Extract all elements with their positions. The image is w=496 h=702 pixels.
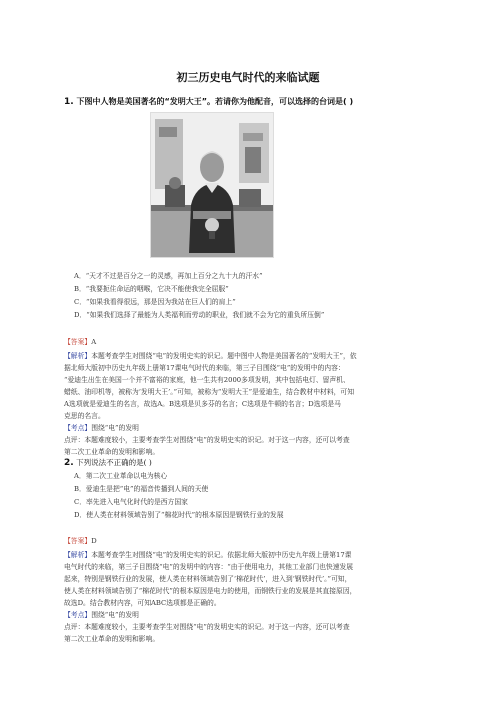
q1-analysis-text-1: 本题考查学生对围绕“电”的发明史实的识记。题中图中人物是美国著名的“发明大王”，依 bbox=[91, 352, 357, 360]
q1-analysis-line-6: 克思的名言。 bbox=[64, 412, 105, 420]
q1-answer-tag: 【答案】 bbox=[64, 338, 92, 346]
q2-option-d: D．使人类在材料领域告别了“棉花时代”的根本原因是钢铁行业的发展 bbox=[74, 511, 284, 519]
q2-answer-value: D bbox=[91, 537, 97, 545]
q1-analysis-line-4: 蜡纸、油印机等，被称为‘发明大王’。”可知，被称为“发明大王”是爱迪生，结合教材中材料，可知 bbox=[64, 388, 355, 396]
q2-review-line-2: 第二次工业革命的发明和影响。 bbox=[64, 635, 160, 643]
q1-analysis-line-3: “爱迪生出生在美国一个并不富裕的家庭，他一生共有2000多项发明，其中包括电灯、留声机、 bbox=[64, 376, 350, 384]
q1-option-d: D．“如果我们选择了最能为人类福利而劳动的职业，我们就不会为它的重负所压倒” bbox=[74, 311, 325, 319]
q2-review-line-1: 点评：本题难度较小，主要考查学生对围绕“电”的发明史实的识记。对于这一内容，还可以考查 bbox=[64, 623, 350, 631]
edison-photo bbox=[150, 112, 274, 258]
q2-stem-text: 下列说法不正确的是( ) bbox=[76, 458, 152, 467]
q2-point bbox=[64, 609, 139, 619]
q1-stem-text: 下图中人物是美国著名的“发明大王”。若请你为他配音，可以选择的台词是( ) bbox=[76, 97, 354, 106]
q1-point-text: 围绕“电”的发明 bbox=[91, 424, 139, 432]
q2-analysis-line-5: 故选D。结合教材内容，可知ABC选项都是正确的。 bbox=[64, 599, 221, 607]
q1-option-c: C．“如果我看得很远，那是因为我站在巨人们的肩上” bbox=[74, 298, 236, 306]
q2-analysis-line-3: 起来，特别是钢铁行业的发展，使人类在材料领域告别了‘棉花时代’，进入到‘钢铁时代’。”可知， bbox=[64, 575, 352, 583]
q2-option-c: C．率先进入电气化时代的是西方国家 bbox=[74, 498, 188, 506]
q1-analysis-tag: 【解析】 bbox=[64, 352, 92, 360]
q1-option-b: B．“我要扼住命运的咽喉，它决不能使我完全屈服” bbox=[74, 285, 229, 293]
q2-answer bbox=[64, 535, 97, 545]
q2-point-tag: 【考点】 bbox=[64, 611, 92, 619]
q1-answer-value: A bbox=[91, 338, 97, 346]
q2-answer-tag: 【答案】 bbox=[64, 537, 92, 545]
q1-review-line-1: 点评：本题难度较小，主要考查学生对围绕“电”的发明史实的识记。对于这一内容，还可以考查 bbox=[64, 436, 350, 444]
q2-analysis-line-2: 电气时代的来临，第三子目围绕“电”的发明中的内容：“由于使用电力，其他工业部门也快速发展 bbox=[64, 563, 354, 571]
q1-stem bbox=[64, 96, 444, 107]
q2-point-text: 围绕“电”的发明 bbox=[91, 611, 139, 619]
document-title: 初三历史电气时代的来临试题 bbox=[176, 71, 320, 84]
q1-analysis-line-2: 据北师大版初中历史九年级上册第17课电气时代的来临，第三子目围绕“电”的发明中的内容： bbox=[64, 364, 345, 372]
q1-review-line-2: 第二次工业革命的发明和影响。 bbox=[64, 448, 160, 456]
q1-answer bbox=[64, 336, 96, 346]
q2-analysis-text-1: 本题考查学生对围绕“电”的发明史实的识记。依据北师大版初中历史九年级上册第17课 bbox=[91, 551, 352, 559]
q2-stem bbox=[64, 457, 152, 468]
q1-point bbox=[64, 422, 139, 432]
q2-analysis-line-4: 使人类在材料领域告别了“棉花时代”的根本原因是电力的使用，而钢铁行业的发展是其直接原因， bbox=[64, 587, 357, 595]
q1-point-tag: 【考点】 bbox=[64, 424, 92, 432]
edison-portrait-image bbox=[151, 113, 273, 257]
q2-option-a: A．第二次工业革命以电为核心 bbox=[74, 472, 168, 480]
q2-number: 2. bbox=[64, 458, 74, 468]
q1-number: 1. bbox=[64, 97, 74, 107]
q1-option-a: A．“天才不过是百分之一的灵感，再加上百分之九十九的汗水” bbox=[74, 272, 263, 280]
q2-analysis-line-1 bbox=[64, 549, 351, 559]
q1-analysis-line-5: A选项就是爱迪生的名言，故选A。B选项是贝多芬的名言；C选项是牛顿的名言；D选项是马 bbox=[64, 400, 341, 408]
q1-analysis-line-1 bbox=[64, 350, 357, 360]
q2-option-b: B．爱迪生是把“电”的福音传播到人间的天使 bbox=[74, 485, 209, 493]
q2-analysis-tag: 【解析】 bbox=[64, 551, 92, 559]
